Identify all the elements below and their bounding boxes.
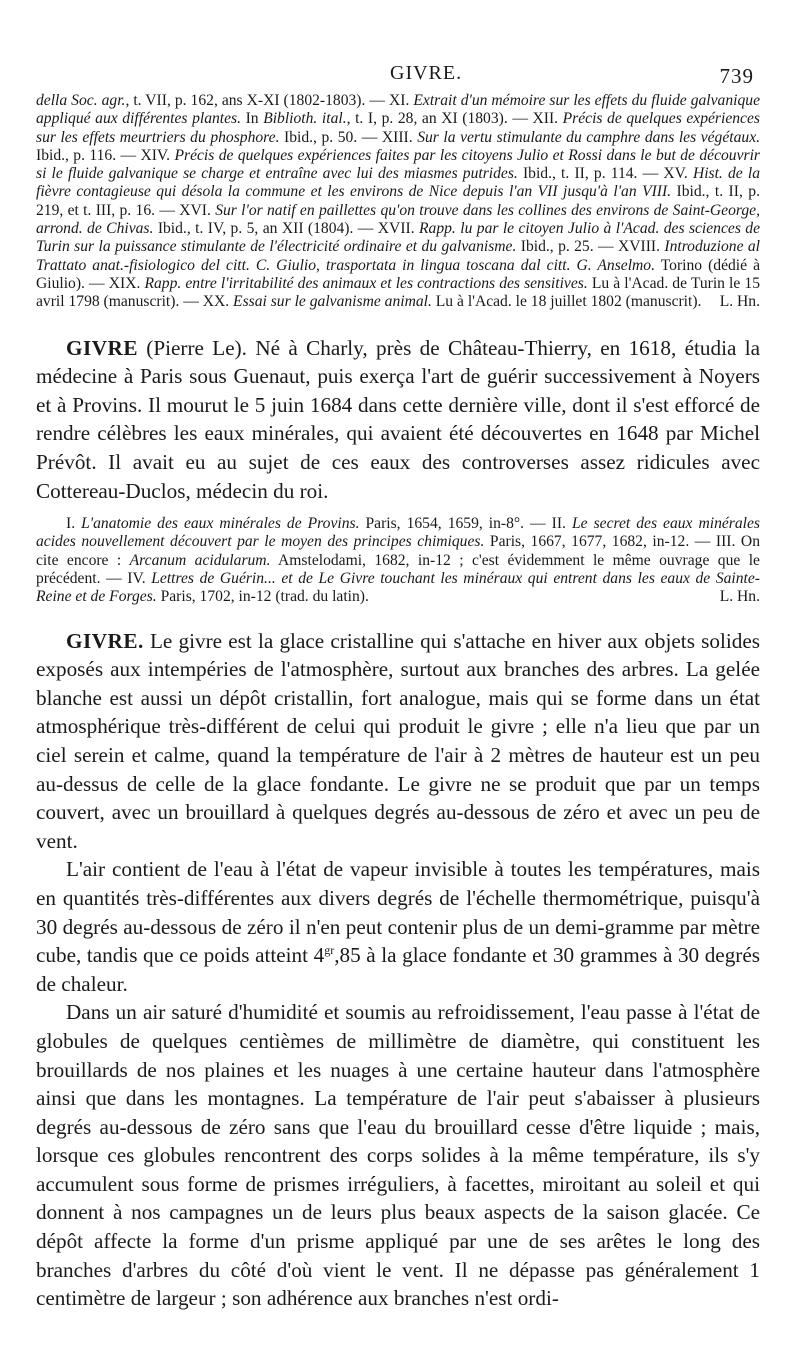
citation-text: Paris, 1702, in-12 (trad. du latin). bbox=[156, 588, 369, 606]
work-title: Lettres de Guérin... et de Le Givre touchant les minéraux qui entrent dans les eaux de Sainte-Reine et de Forges. bbox=[36, 570, 760, 606]
citation-text: Ibid., t. II, p. 219, et t. III, p. 16. — XVI. bbox=[36, 183, 760, 219]
previous-entry-bibliography bbox=[36, 92, 760, 312]
work-title: Sur la vertu stimulante du camphre dans les végétaux. bbox=[417, 128, 761, 146]
work-title: Introduzione al Trattato anat.-fisiologico del citt. C. Giulio, trasportata in lingua toscana dal citt. G. Anselmo. bbox=[36, 238, 761, 274]
paragraph-text: Dans un air saturé d'humidité et soumis au refroidissement, l'eau passe à l'état de globules de quelques centièmes de millimètre de diamètre, qui constituent les brouillards de nos plaines et les nuages à une certaine hauteur dans l'atmosphère ainsi que dans les montagnes. La température de l'air peut s'abaisser à plusieurs degrés au-dessous de zéro sans que l'eau du brouillard cesse d'être liquide ; mais, lorsque ces globules rencontrent des corps solides à la même température, ils s'y accumulent sous forme de prismes irréguliers, à facettes, miroitant au soleil et qui donnent à nos campagnes un de leurs plus beaux aspects de la saison glacée. Ce dépôt affecte la forme d'un prisme appliqué par une de ses arêtes le long des branches d'arbres du côté d'où vient le vent. Il ne dépasse pas généralement 1 centimètre de largeur ; son adhérence aux branches n'est ordi- bbox=[36, 1000, 760, 1311]
citation-text: Lu à l'Acad. de Turin le 15 avril 1798 (manuscrit). — XX. bbox=[36, 274, 760, 311]
citation-text: Lu à l'Acad. le 18 juillet 1802 (manuscrit). bbox=[431, 293, 702, 311]
work-title: Le secret des eaux minérales acides nouvellement découvert par le moyen des principes chimiques. bbox=[36, 515, 760, 551]
work-title: Rapp. lu par le citoyen Julio à l'Acad. des sciences de Turin sur la puissance stimulante de l'électricité ordinaire et du galvanisme. bbox=[36, 220, 761, 256]
work-title: Essai sur le galvanisme animal. bbox=[233, 293, 432, 311]
work-title: Biblioth. ital. bbox=[263, 110, 347, 128]
entry-headword: GIVRE bbox=[66, 335, 138, 360]
entry-bibliography bbox=[36, 515, 760, 606]
citation-text: Ibid., t. II, p. 114. — XV. bbox=[517, 165, 693, 183]
work-title: Extrait d'un mémoire sur les effets du fluide galvanique appliqué aux différentes plantes. bbox=[36, 92, 760, 128]
running-title: GIVRE. bbox=[390, 62, 463, 84]
entry-headword: GIVRE. bbox=[66, 628, 144, 653]
work-title: L'anatomie des eaux minérales de Provins. bbox=[81, 515, 360, 533]
citation-text: Ibid., p. 50. — XIII. bbox=[279, 128, 418, 146]
citation-text: Paris, 1667, 1677, 1682, in-12. — III. On cite encore : bbox=[36, 533, 760, 569]
author-signature: L. Hn. bbox=[719, 293, 760, 311]
citation-text: , t. VII, p. 162, ans X-XI (1802-1803). — XI. bbox=[125, 92, 414, 109]
work-title: Sur l'or natif en paillettes qu'on trouve dans les collines des environs de Saint-George, arrond. de Chivas. bbox=[36, 201, 760, 238]
paragraph-text: Le givre est la glace cristalline qui s'attache en hiver aux objets solides exposés aux intempéries de l'atmosphère, surtout aux branches des arbres. La gelée blanche est aussi un dépôt cristallin, fort analogue, mais qui se forme dans un état atmosphérique très-différent de celui qui produit le givre ; elle n'a lieu que par un ciel serein et calme, quand la température de l'air à 2 mètres de hauteur est un peu au-dessus de celle de la glace fondante. Le givre ne se produit que par un temps couvert, avec un brouillard à quelques degrés au-dessous de zéro et avec un peu de vent. bbox=[36, 628, 760, 853]
work-title: Rapp. entre l'irritabilité des animaux et les contractions des sensitives. bbox=[144, 274, 588, 292]
page-number: 739 bbox=[719, 64, 754, 88]
spacer bbox=[36, 505, 760, 515]
work-title: della Soc. agr. bbox=[36, 92, 126, 109]
citation-text: Ibid., t. IV, p. 5, an XII (1804). — XVII. bbox=[153, 220, 420, 238]
entry-givre-paragraph bbox=[36, 627, 760, 856]
entry-givre-pierre-le bbox=[36, 334, 760, 506]
citation-text: Ibid., p. 116. — XIV. bbox=[36, 146, 175, 164]
entry-body: Né à Charly, près de Château-Thierry, en 1618, étudia la médecine à Paris sous Guenaut, puis exerça l'art de guérir successivement à Noyers et à Provins. Il mourut le 5 juin 1684 dans cette dernière ville, dont il s'est efforcé de rendre célèbres les eaux minérales, qui avaient été découvertes en 1648 par Michel Prévôt. Il avait eu au sujet de ces eaux des controverses assez ridicules avec Cottereau-Duclos, médecin du roi. bbox=[36, 335, 760, 503]
citation-text: In bbox=[241, 110, 264, 128]
work-title: Précis de quelques expériences sur les effets meurtriers du phosphore. bbox=[36, 110, 760, 146]
paragraph-text: ,85 à la glace fondante et 30 grammes à 30 degrés de chaleur. bbox=[36, 943, 760, 996]
citation-text: Torino (dédié à Giulio). — XIX. bbox=[36, 256, 760, 292]
entry-person-name: (Pierre Le). bbox=[137, 335, 247, 360]
unit-superscript: gr bbox=[324, 943, 335, 958]
entry-givre-paragraph bbox=[36, 998, 760, 1313]
author-signature: L. Hn. bbox=[719, 588, 760, 606]
running-header bbox=[36, 52, 760, 92]
citation-text: Paris, 1654, 1659, in-8°. — II. bbox=[359, 515, 572, 533]
spacer bbox=[36, 312, 760, 334]
citation-text: Amstelodami, 1682, in-12 ; c'est évidemment le même ouvrage que le précédent. — IV. bbox=[36, 551, 760, 588]
citation-text: , t. I, p. 28, an XI (1803). — XII. bbox=[346, 110, 563, 128]
entry-givre-paragraph bbox=[36, 855, 760, 998]
work-title: Hist. de la fièvre contagieuse qui désola la commune et les environs de Nice depuis l'an VII jusqu'à l'an VIII. bbox=[36, 165, 760, 201]
citation-text: Ibid., p. 25. — XVIII. bbox=[516, 238, 665, 256]
citation-text: I. bbox=[66, 515, 82, 533]
spacer bbox=[36, 607, 760, 627]
work-title: Précis de quelques expériences faites par les citoyens Julio et Rossi dans le but de découvrir si le fluide galvanique se charge et entraîne avec lui des miasmes putrides. bbox=[36, 146, 760, 183]
work-title: Arcanum acidularum. bbox=[129, 551, 271, 569]
paragraph-text: L'air contient de l'eau à l'état de vapeur invisible à toutes les températures, mais en quantités très-différentes aux divers degrés de l'échelle thermométrique, puisqu'à 30 degrés au-dessous de zéro il n'en peut contenir plus de un demi-gramme par mètre cube, tandis que ce poids atteint 4 bbox=[36, 857, 760, 968]
